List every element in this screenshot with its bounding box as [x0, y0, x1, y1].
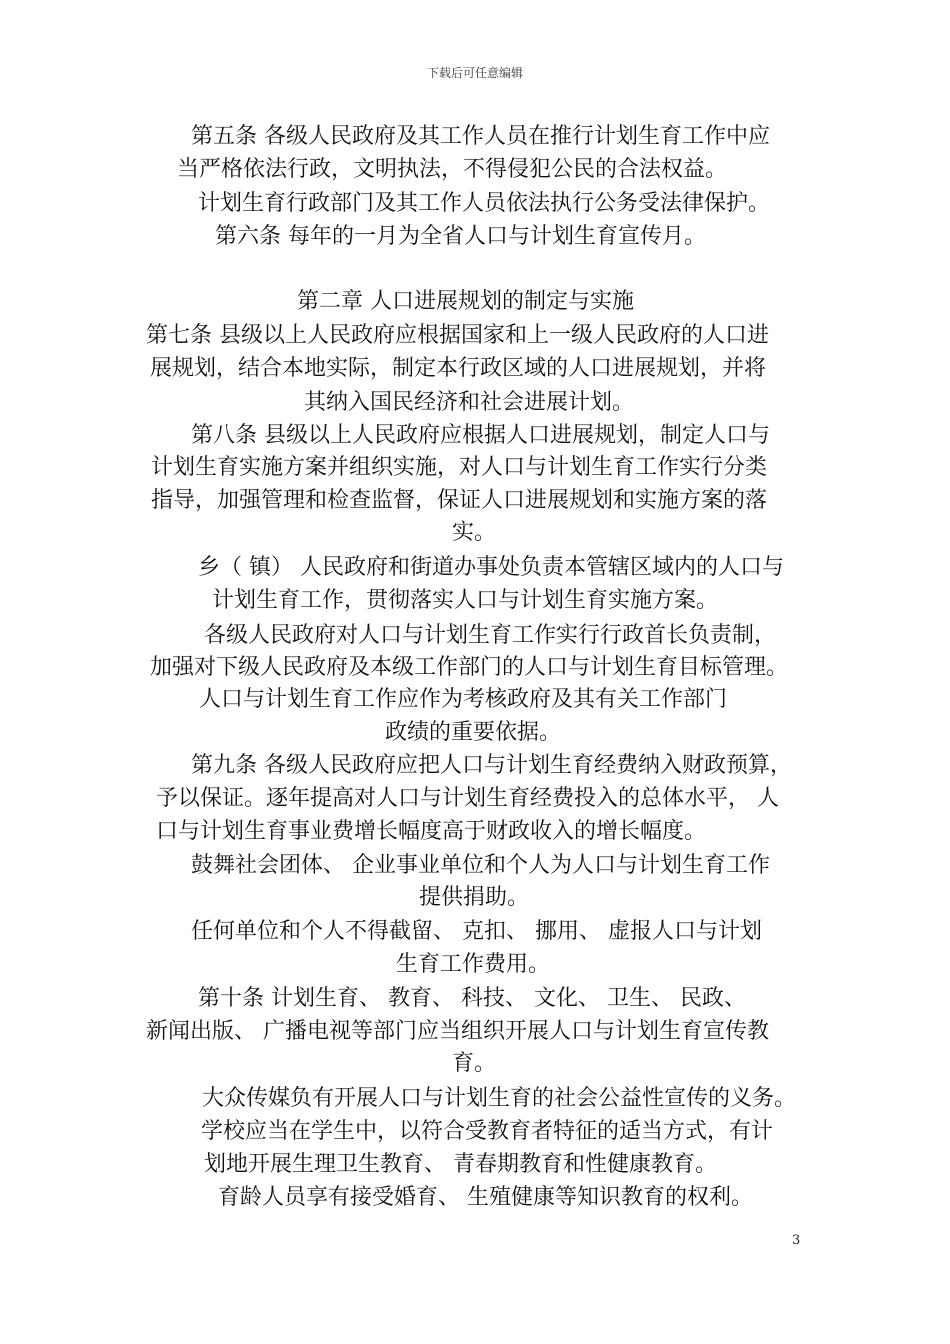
- text-line: 第九条 各级人民政府应把人口与计划生育经费纳入财政预算，: [191, 753, 792, 778]
- text-line: 第十条 计划生育、 教育、 科技、 文化、 卫生、 民政、: [198, 986, 746, 1011]
- text-line: 划地开展生理卫生教育、 青春期教育和性健康教育。: [204, 1152, 717, 1177]
- text-line: 加强对下级人民政府及本级工作部门的人口与计划生育目标管理。: [150, 655, 789, 680]
- text-line: 乡（ 镇） 人民政府和街道办事处负责本管辖区域内的人口与: [198, 555, 784, 580]
- text-line: 计划生育工作，贯彻落实人口与计划生育实施方案。: [212, 588, 719, 613]
- text-line: 人口与计划生育工作应作为考核政府及其有关工作部门: [199, 687, 728, 712]
- text-line: 第七条 县级以上人民政府应根据国家和上一级人民政府的人口进: [146, 323, 769, 348]
- text-line: 其纳入国民经济和社会进展计划。: [304, 390, 635, 415]
- text-line: 实。: [452, 520, 497, 545]
- text-line: 第六条 每年的一月为全省人口与计划生育宣传月。: [215, 224, 706, 249]
- text-line: 育。: [452, 1051, 497, 1076]
- text-line: 计划生育行政部门及其工作人员依法执行公务受法律保护。: [198, 191, 771, 216]
- text-line: 各级人民政府对人口与计划生育工作实行行政首长负责制，: [204, 623, 777, 648]
- text-line: 计划生育实施方案并组织实施，对人口与计划生育工作实行分类: [151, 455, 768, 480]
- text-line: 政绩的重要依据。: [385, 720, 562, 745]
- text-line: 指导，加强管理和检查监督，保证人口进展规划和实施方案的落: [151, 488, 768, 513]
- text-line: 鼓舞社会团体、 企业事业单位和个人为人口与计划生育工作: [191, 853, 770, 878]
- text-line: 口与计划生育事业费增长幅度高于财政收入的增长幅度。: [156, 819, 707, 844]
- text-line: 展规划，结合本地实际，制定本行政区域的人口进展规划，并将: [150, 356, 767, 381]
- text-line: 学校应当在学生中，以符合受教育者特征的适当方式，有计: [201, 1119, 774, 1144]
- page-header: 下载后可任意编辑: [426, 66, 523, 80]
- text-line: 第八条 县级以上人民政府应根据人口进展规划，制定人口与: [191, 423, 770, 448]
- text-line: 提供捐助。: [419, 885, 530, 910]
- text-line: 大众传媒负有开展人口与计划生育的社会公益性宣传的义务。: [202, 1086, 797, 1111]
- text-line: 当严格依法行政，文明执法，不得侵犯公民的合法权益。: [177, 157, 728, 182]
- page-number: 3: [792, 1233, 801, 1248]
- chapter-heading: 第二章 人口进展规划的制定与实施: [297, 289, 634, 314]
- text-line: 新闻出版、 广播电视等部门应当组织开展人口与计划生育宣传教: [146, 1019, 769, 1044]
- text-line: 任何单位和个人不得截留、 克扣、 挪用、 虚报人口与计划: [191, 919, 762, 944]
- text-line: 第五条 各级人民政府及其工作人员在推行计划生育工作中应: [191, 124, 770, 149]
- text-line: 生育工作费用。: [396, 952, 551, 977]
- text-line: 育龄人员享有接受婚育、 生殖健康等知识教育的权利。: [218, 1185, 753, 1210]
- text-line: 予以保证。逐年提高对人口与计划生育经费投入的总体水平， 人: [156, 786, 779, 811]
